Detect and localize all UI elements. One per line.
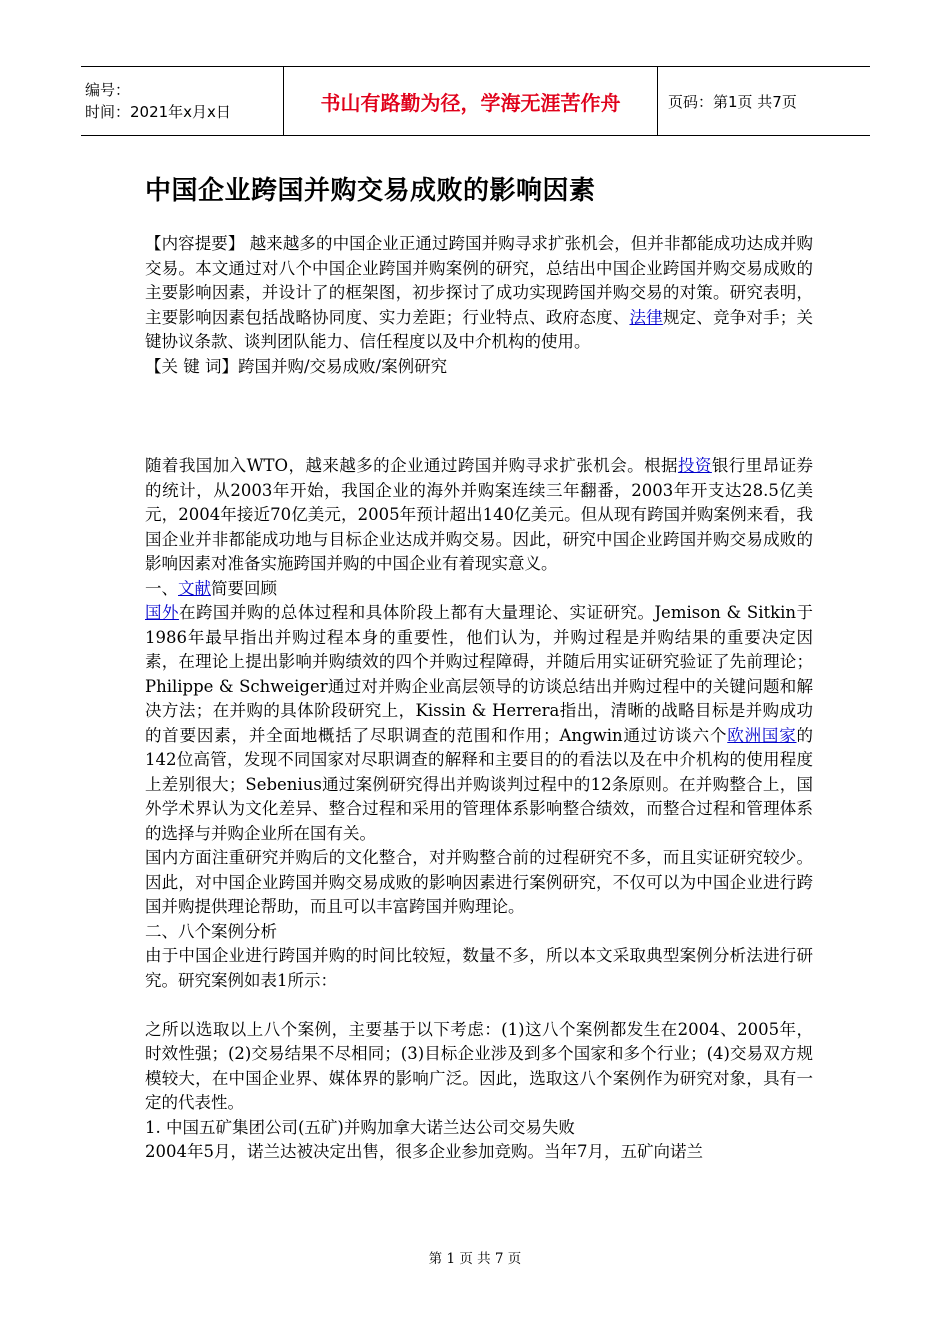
section2-heading: 二、八个案例分析 [145,921,277,941]
time-label: 时间：2021年x月x日 [85,103,231,121]
section1-text-2: 的142位高管，发现不同国家对尽职调查的解释和主要目的的看法以及在中介机构的使用程度上差别很大；Sebenius通过案例研究得出并购谈判过程中的12条原则。在并购整合上，国外学术界认为文化差异、整合过程和采用的管理体系影响整合绩效，而整合过程和管理体系的选择与并购企业所在国有关。 [145,725,813,843]
section2-paragraph: 由于中国企业进行跨国并购的时间比较短，数量不多，所以本文采取典型案例分析法进行研究。研究案例如表1所示： [145,946,813,990]
abstract-text: 【内容提要】 越来越多的中国企业正通过跨国并购寻求扩张机会，但并非都能成功达成并购交易。本文通过对八个中国企业跨国并购案例的研究，总结出中国企业跨国并购交易成败的主要影响因素，并设计了的框架图，初步探讨了成功实现跨国并购交易的对策。研究表明，主要影响因素包括战略协同度、实力差距；行业特点、政府态度、 [145,234,813,327]
blank-line [145,993,813,1018]
section1-text: 在跨国并购的总体过程和具体阶段上都有大量理论、实证研究。Jemison & Sitkin于1986年最早指出并购过程本身的重要性，他们认为，并购过程是并购结果的重要决定因素，在理论上提出影响并购绩效的四个并购过程障碍，并随后用实证研究验证了先前理论；Philippe & Schweiger通过对并购企业高层领导的访谈总结出并购过程中的关键问题和解决方法；在并购的具体阶段研究上，Kissin & Herrera指出，清晰的战略目标是并购成功的首要因素，并全面地概括了尽职调查的范围和作用；Angwin通过访谈六个 [145,603,814,745]
header-left-cell [81,67,284,136]
link-invest[interactable]: 投资 [677,456,712,475]
section1-suffix: 简要回顾 [211,578,277,598]
abstract-block [145,232,813,379]
page-footer: 第 1 页 共 7 页 [428,1251,522,1267]
abstract-paragraph [145,232,813,355]
link-literature[interactable]: 文献 [178,578,211,598]
section1-prefix: 一、 [145,578,178,598]
section1-paragraph [145,601,813,846]
section1-paragraph-2: 国内方面注重研究并购后的文化整合，对并购整合前的过程研究不多，而且实证研究较少。因此，对中国企业跨国并购交易成败的影响因素进行案例研究，不仅可以为中国企业进行跨国并购提供理论帮助，而且可以丰富跨国并购理论。 [145,848,813,916]
link-law[interactable]: 法律 [629,307,663,327]
intro-text: 随着我国加入WTO，越来越多的企业通过跨国并购寻求扩张机会。根据 [145,456,678,475]
case1-heading: 1. 中国五矿集团公司(五矿)并购加拿大诺兰达公司交易失败 [145,1117,575,1137]
page-header [81,66,870,136]
case1-paragraph: 2004年5月，诺兰达被决定出售，很多企业参加竞购。当年7月，五矿向诺兰 [145,1142,703,1161]
keywords: 【关 键 词】跨国并购/交易成败/案例研究 [145,356,448,376]
serial-label: 编号： [85,81,131,99]
section1-heading [145,577,813,602]
intro-paragraph [145,454,813,577]
main-body [145,454,813,1165]
intro-text-2: 银行里昂证券的统计，从2003年开始，我国企业的海外并购案连续三年翻番，2003年开支达28.5亿美元，2004年接近70亿美元，2005年预计超出140亿美元。但从现有跨国并购案例来看，我国企业并非都能成功地与目标企业达成并购交易。因此，研究中国企业跨国并购交易成败的影响因素对准备实施跨国并购的中国企业有着现实意义。 [145,456,814,573]
link-europe[interactable]: 欧洲国家 [727,725,797,745]
link-foreign[interactable]: 国外 [145,603,179,622]
section2-paragraph-2: 之所以选取以上八个案例，主要基于以下考虑：(1)这八个案例都发生在2004、2005年，时效性强；(2)交易结果不尽相同；(3)目标企业涉及到多个国家和多个行业；(4)交易双方规模较大，在中国企业界、媒体界的影响广泛。因此，选取这八个案例作为研究对象，具有一定的代表性。 [145,1019,813,1112]
header-page-info: 页码：第1页 共7页 [658,67,871,136]
abstract-text-2: 规定、竞争对手；关键协议条款、谈判团队能力、信任程度以及中介机构的使用。 [145,307,814,351]
document-title: 中国企业跨国并购交易成败的影响因素 [145,176,596,206]
header-motto: 书山有路勤为径，学海无涯苦作舟 [284,67,658,136]
